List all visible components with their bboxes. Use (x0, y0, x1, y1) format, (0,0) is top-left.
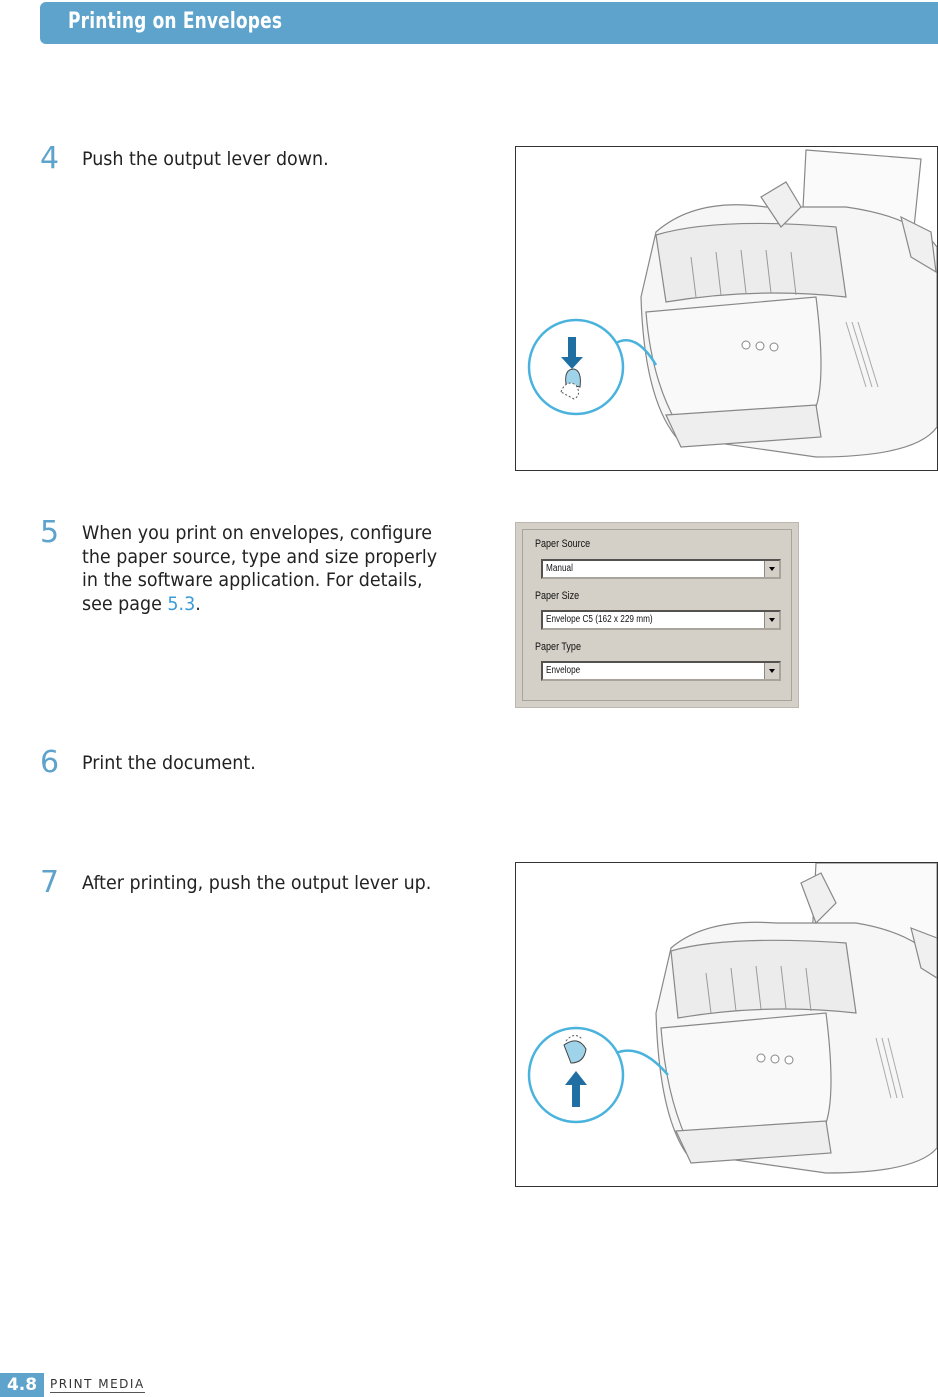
step-number: 4 (40, 141, 60, 176)
page-number: 4.8 (0, 1373, 44, 1397)
dialog-frame (522, 529, 792, 701)
step-text: Print the document. (82, 752, 256, 774)
step-text (82, 522, 441, 616)
paper-size-value: Envelope C5 (162 x 229 mm) (546, 614, 653, 625)
section-header (40, 2, 938, 44)
paper-settings-dialog (515, 522, 799, 708)
step-text: After printing, push the output lever up. (82, 872, 432, 894)
printer-figure-lever-down (515, 146, 938, 471)
paper-size-label: Paper Size (535, 590, 580, 602)
paper-type-value: Envelope (546, 665, 581, 676)
paper-size-select[interactable] (541, 610, 781, 630)
paper-type-label: Paper Type (535, 641, 581, 653)
chevron-down-icon[interactable] (764, 561, 779, 577)
paper-source-select[interactable] (541, 559, 781, 579)
printer-illustration (516, 147, 937, 470)
step-number: 7 (40, 865, 60, 900)
step-number: 6 (40, 745, 60, 780)
printer-illustration (516, 863, 937, 1186)
paper-type-select[interactable] (541, 661, 781, 681)
printer-figure-lever-up (515, 862, 938, 1187)
paper-source-value: Manual (546, 563, 573, 574)
chevron-down-icon[interactable] (764, 663, 779, 679)
step-text: Push the output lever down. (82, 148, 329, 170)
step-number: 5 (40, 515, 60, 550)
step-text-body: When you print on envelopes, configure the paper source, type and size properly in the software application. For details, see page (82, 522, 438, 615)
chevron-down-icon[interactable] (764, 612, 779, 628)
step-text-end: . (195, 592, 201, 615)
page-title: Printing on Envelopes (68, 9, 283, 34)
section-name: PRINT MEDIA (50, 1377, 145, 1391)
page-reference-link[interactable]: 5.3 (167, 592, 196, 615)
paper-source-label: Paper Source (535, 538, 591, 550)
